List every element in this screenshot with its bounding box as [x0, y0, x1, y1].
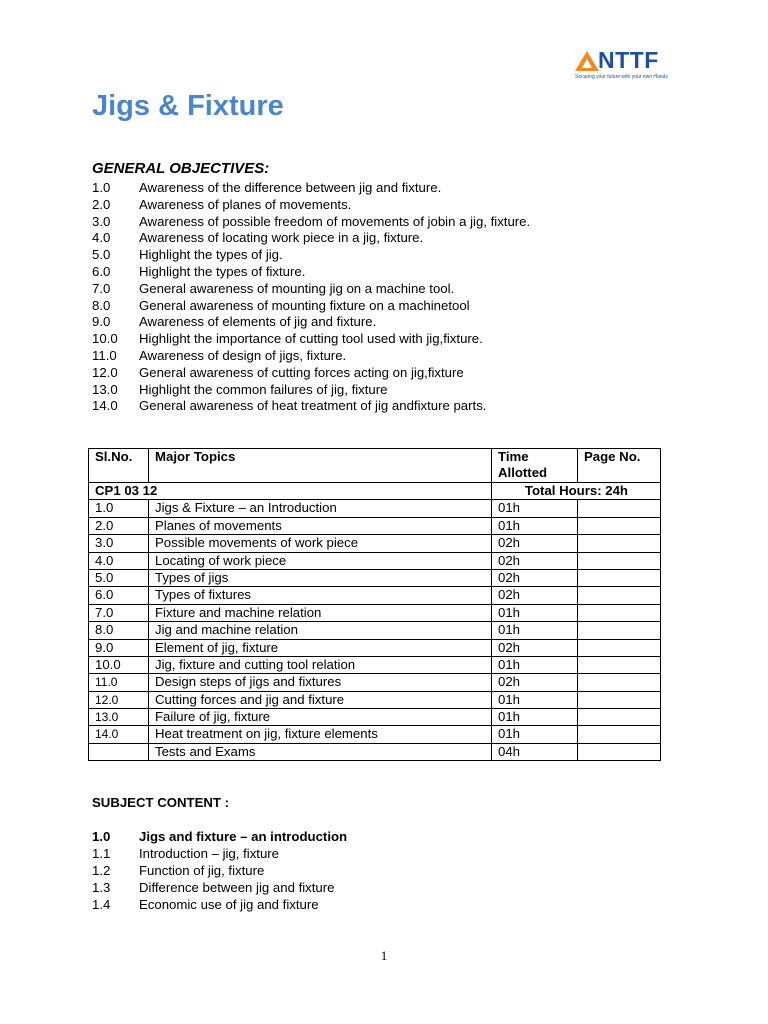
cell-topic: Types of jigs	[149, 569, 492, 586]
objective-text: Awareness of possible freedom of movements of jobin a jig, fixture.	[139, 213, 531, 229]
table-row	[89, 726, 661, 743]
table-row	[89, 743, 661, 760]
cell-page	[578, 622, 661, 639]
objective-item	[92, 264, 530, 281]
cell-slno: 5.0	[89, 569, 149, 586]
section-item-number: 1.2	[92, 863, 111, 878]
objective-number: 1.0	[92, 180, 111, 195]
cell-slno: 2.0	[89, 517, 149, 534]
objective-number: 12.0	[92, 364, 118, 380]
cell-time: 02h	[492, 552, 578, 569]
cell-time: 02h	[492, 569, 578, 586]
cell-topic: Design steps of jigs and fixtures	[149, 674, 492, 691]
objective-text: General awareness of heat treatment of jig andfixture parts.	[139, 398, 487, 414]
objective-item	[92, 365, 530, 382]
objective-item	[92, 348, 530, 365]
cell-time: 02h	[492, 587, 578, 604]
table-row	[89, 639, 661, 656]
cell-topic: Element of jig, fixture	[149, 639, 492, 656]
objective-item	[92, 281, 530, 298]
objectives-list	[92, 180, 530, 415]
objective-item	[92, 247, 530, 264]
objective-text: Awareness of elements of jig and fixture.	[139, 314, 377, 330]
table-row	[89, 517, 661, 534]
cell-slno: 13.0	[89, 709, 149, 726]
cell-page	[578, 604, 661, 621]
objective-text: Awareness of planes of movements.	[139, 196, 352, 212]
objective-text: General awareness of mounting fixture on a machinetool	[139, 297, 470, 313]
cell-page	[578, 743, 661, 760]
cell-page	[578, 691, 661, 708]
cell-topic: Jigs & Fixture – an Introduction	[149, 500, 492, 517]
cell-page	[578, 552, 661, 569]
objective-number: 5.0	[92, 247, 111, 263]
cell-page	[578, 500, 661, 517]
cell-slno	[89, 743, 149, 760]
cell-page	[578, 535, 661, 552]
header-slno: Sl.No.	[89, 449, 149, 483]
cell-slno: 3.0	[89, 535, 149, 552]
course-code: CP1 03 12	[89, 483, 492, 500]
objectives-heading: GENERAL OBJECTIVES:	[92, 160, 270, 177]
objective-number: 14.0	[92, 398, 118, 414]
section-title	[92, 828, 347, 845]
cell-topic: Heat treatment on jig, fixture elements	[149, 726, 492, 743]
section-item-number: 1.1	[92, 846, 111, 861]
objective-text: Awareness of design of jigs, fixture.	[139, 347, 347, 363]
section-item-number: 1.4	[92, 897, 111, 912]
objective-item	[92, 398, 530, 415]
objective-number: 10.0	[92, 331, 118, 347]
section-item-number: 1.3	[92, 880, 111, 895]
section-item	[92, 845, 347, 862]
cell-time: 01h	[492, 656, 578, 673]
cell-slno: 11.0	[89, 674, 149, 691]
topics-table	[88, 448, 661, 761]
section-item	[92, 896, 347, 913]
cell-time: 01h	[492, 517, 578, 534]
objective-text: Highlight the types of fixture.	[139, 263, 306, 279]
page-number: 1	[380, 948, 388, 963]
section-item-text: Difference between jig and fixture	[139, 880, 335, 895]
objective-text: General awareness of mounting jig on a machine tool.	[139, 280, 455, 296]
cell-slno: 10.0	[89, 656, 149, 673]
section-item-text: Economic use of jig and fixture	[139, 897, 319, 912]
cell-slno: 4.0	[89, 552, 149, 569]
cell-topic: Locating of work piece	[149, 552, 492, 569]
table-row	[89, 552, 661, 569]
objective-number: 4.0	[92, 230, 111, 246]
cell-page	[578, 569, 661, 586]
table-row	[89, 500, 661, 517]
subject-content-heading: SUBJECT CONTENT :	[92, 795, 230, 810]
cell-page	[578, 709, 661, 726]
section-item	[92, 862, 347, 879]
cell-time: 02h	[492, 535, 578, 552]
objective-text: Awareness of the difference between jig and fixture.	[139, 180, 442, 195]
objective-number: 7.0	[92, 280, 111, 296]
cell-slno: 12.0	[89, 691, 149, 708]
header-page-no: Page No.	[578, 449, 661, 483]
objective-item	[92, 214, 530, 231]
total-hours: Total Hours: 24h	[492, 483, 661, 500]
objective-number: 2.0	[92, 196, 111, 212]
cell-topic: Cutting forces and jig and fixture	[149, 691, 492, 708]
section-title-text: Jigs and fixture – an introduction	[139, 829, 348, 844]
cell-page	[578, 674, 661, 691]
objective-item	[92, 331, 530, 348]
cell-page	[578, 639, 661, 656]
cell-time: 02h	[492, 639, 578, 656]
header-major-topics: Major Topics	[149, 449, 492, 483]
nttf-logo	[574, 48, 674, 84]
cell-topic: Jig, fixture and cutting tool relation	[149, 656, 492, 673]
logo-triangle-icon	[574, 50, 600, 72]
objective-item	[92, 197, 530, 214]
section-item-text: Introduction – jig, fixture	[139, 846, 280, 861]
table-row	[89, 587, 661, 604]
cell-time: 01h	[492, 709, 578, 726]
cell-topic: Planes of movements	[149, 517, 492, 534]
table-row	[89, 604, 661, 621]
objective-text: Highlight the importance of cutting tool used with jig,fixture.	[139, 331, 483, 347]
cell-topic: Failure of jig, fixture	[149, 709, 492, 726]
table-row	[89, 535, 661, 552]
cell-time: 01h	[492, 604, 578, 621]
cell-slno: 8.0	[89, 622, 149, 639]
cell-topic: Tests and Exams	[149, 743, 492, 760]
cell-time: 01h	[492, 500, 578, 517]
objective-item	[92, 298, 530, 315]
cell-topic: Fixture and machine relation	[149, 604, 492, 621]
section-item	[92, 879, 347, 896]
cell-time: 01h	[492, 691, 578, 708]
objective-text: Highlight the common failures of jig, fixture	[139, 381, 388, 397]
objective-text: Awareness of locating work piece in a jig, fixture.	[139, 230, 424, 246]
objective-number: 11.0	[92, 347, 117, 363]
cell-time: 04h	[492, 743, 578, 760]
objective-text: General awareness of cutting forces acting on jig,fixture	[139, 364, 464, 380]
table-row	[89, 656, 661, 673]
cell-topic: Types of fixtures	[149, 587, 492, 604]
page-title: Jigs & Fixture	[92, 90, 284, 122]
cell-slno: 7.0	[89, 604, 149, 621]
cell-page	[578, 587, 661, 604]
cell-slno: 6.0	[89, 587, 149, 604]
table-row	[89, 674, 661, 691]
cell-page	[578, 726, 661, 743]
objective-item	[92, 230, 530, 247]
table-row	[89, 709, 661, 726]
cell-time: 02h	[492, 674, 578, 691]
cell-topic: Possible movements of work piece	[149, 535, 492, 552]
objective-item	[92, 180, 530, 197]
objective-number: 6.0	[92, 263, 111, 279]
header-time-allotted: Time Allotted	[492, 449, 578, 483]
table-row	[89, 691, 661, 708]
table-row	[89, 622, 661, 639]
cell-slno: 14.0	[89, 726, 149, 743]
cell-topic: Jig and machine relation	[149, 622, 492, 639]
objective-number: 3.0	[92, 213, 111, 229]
objective-item	[92, 314, 530, 331]
cell-slno: 1.0	[89, 500, 149, 517]
course-code-row	[89, 483, 661, 500]
section-list	[92, 828, 347, 913]
cell-slno: 9.0	[89, 639, 149, 656]
table-header-row	[89, 449, 661, 483]
cell-time: 01h	[492, 726, 578, 743]
section-item-text: Function of jig, fixture	[139, 863, 265, 878]
objective-number: 9.0	[92, 314, 111, 330]
cell-page	[578, 517, 661, 534]
objective-number: 13.0	[92, 381, 118, 397]
table-row	[89, 569, 661, 586]
objective-item	[92, 382, 530, 399]
objective-text: Highlight the types of jig.	[139, 247, 283, 263]
section-number: 1.0	[92, 829, 111, 844]
cell-page	[578, 656, 661, 673]
logo-tagline: Securing your future with your own Hands	[575, 74, 668, 80]
cell-time: 01h	[492, 622, 578, 639]
objective-number: 8.0	[92, 297, 111, 313]
logo-name: NTTF	[598, 47, 659, 73]
